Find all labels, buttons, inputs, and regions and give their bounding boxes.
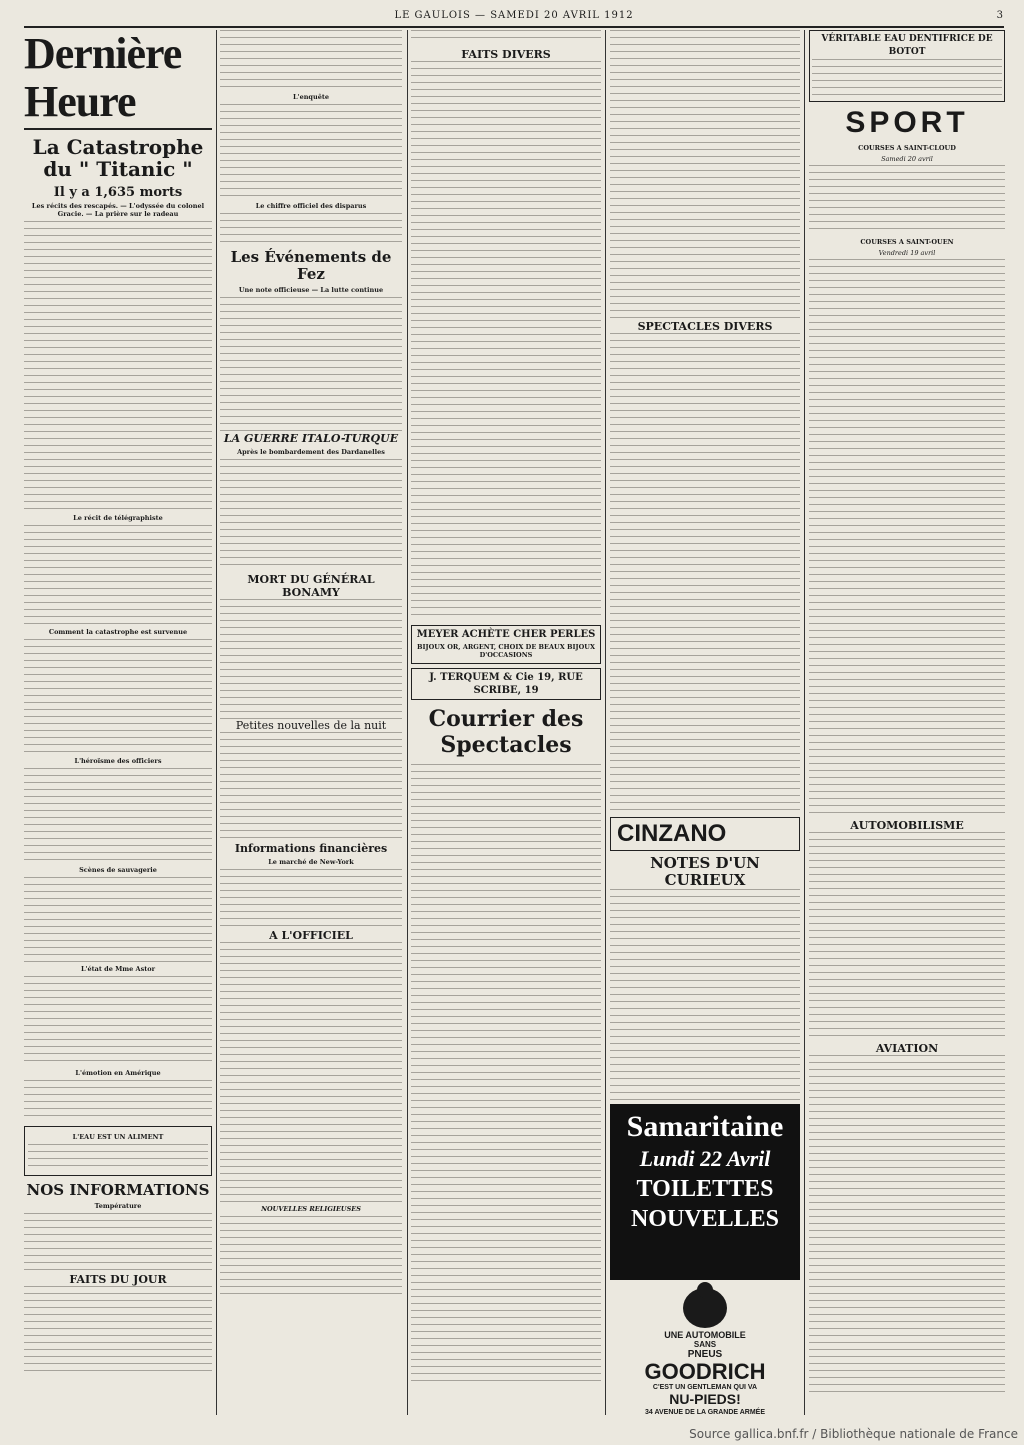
meyer-ad-subtitle: BIJOUX OR, ARGENT, CHOIX DE BEAUX BIJOUX D'OCCASIONS (416, 643, 595, 659)
column-divider (804, 30, 805, 1415)
masthead-date: SAMEDI 20 AVRIL 1912 (490, 10, 634, 21)
samaritaine-ad (610, 1104, 800, 1280)
article-text (220, 869, 402, 929)
bonamy-headline: MORT DU GÉNÉRAL BONAMY (247, 573, 375, 599)
religieuses-heading: NOUVELLES RELIGIEUSES (261, 1205, 361, 1213)
goodrich-address: 34 AVENUE DE LA GRANDE ARMÉE (644, 1409, 766, 1416)
column-divider (605, 30, 606, 1415)
article-text (24, 1213, 212, 1273)
article-text (24, 877, 212, 962)
column-divider (216, 30, 217, 1415)
column-3 (411, 30, 601, 1420)
meyer-ad-title: MEYER ACHÈTE CHER PERLES (416, 629, 596, 640)
goodrich-brand: GOODRICH (644, 1359, 766, 1384)
article-text (220, 459, 402, 569)
article-text (24, 221, 212, 511)
terquem-ad (411, 668, 601, 700)
masthead: LE GAULOIS — SAMEDI 20 AVRIL 1912 3 (394, 10, 1004, 21)
article-text (24, 976, 212, 1066)
spectacles-divers-headline: SPECTACLES DIVERS (637, 320, 773, 333)
eau-box (24, 1126, 212, 1176)
italo-turque-headline: LA GUERRE ITALO-TURQUE (223, 432, 399, 445)
temperature-heading: Température (94, 1202, 142, 1210)
article-text (220, 599, 402, 719)
column-1 (24, 30, 212, 1420)
column-divider (407, 30, 408, 1415)
titanic-headline-1: La Catastrophe (32, 135, 204, 159)
ad-text (812, 59, 1002, 99)
enquete-heading: L'enquête (293, 93, 329, 101)
section-heading: L'état de Mme Astor (80, 965, 156, 973)
samaritaine-date: Lundi 22 Avril (639, 1146, 771, 1171)
article-text (610, 30, 800, 320)
goodrich-illustration (610, 1280, 800, 1330)
banner-title: Dernière Heure (24, 30, 182, 126)
column-5 (809, 30, 1005, 1420)
automobilisme-headline: AUTOMOBILISME (850, 819, 964, 832)
titanic-headline-2: du " Titanic " (43, 157, 193, 181)
new-york-subheading: Le marché de New-York (268, 858, 354, 866)
box-text (28, 1144, 208, 1172)
article-text (24, 1080, 212, 1120)
deaths-count: Il y a 1,635 morts (53, 185, 183, 200)
section-heading: L'héroïsme des officiers (74, 757, 162, 765)
walking-figure-icon (610, 1280, 800, 1330)
meyer-ad (411, 625, 601, 664)
section-heading: Scènes de sauvagerie (79, 866, 157, 874)
column-4 (610, 30, 800, 1420)
masthead-paper: LE GAULOIS (394, 10, 471, 21)
article-text (809, 259, 1005, 819)
courses-saint-ouen-date: Vendredi 19 avril (878, 249, 936, 257)
section-heading: Comment la catastrophe est survenue (48, 628, 188, 636)
goodrich-line5: NU-PIEDS! (669, 1391, 741, 1407)
courses-saint-cloud-heading: COURSES A SAINT-CLOUD (858, 144, 956, 152)
faits-du-jour-heading: FAITS DU JOUR (69, 1273, 167, 1286)
officiel-headline: A L'OFFICIEL (269, 929, 353, 942)
faits-divers-headline: FAITS DIVERS (461, 48, 551, 61)
section-heading: Le récit de télégraphiste (73, 514, 163, 522)
goodrich-line1: UNE AUTOMOBILE (664, 1330, 746, 1340)
courses-saint-ouen-heading: COURSES A SAINT-OUEN (860, 238, 954, 246)
italo-subheading: Après le bombardement des Dardanelles (237, 448, 385, 456)
samaritaine-line1: TOILETTES (636, 1176, 774, 1202)
goodrich-ad (610, 1330, 800, 1416)
article-text (809, 1055, 1005, 1395)
goodrich-line4: C'EST UN GENTLEMAN QUI VA (652, 1384, 758, 1391)
article-text (220, 942, 402, 1202)
source-footer: Source gallica.bnf.fr / Bibliothèque nationale de France (689, 1427, 1018, 1441)
article-text (411, 30, 601, 44)
botot-ad-title: VÉRITABLE EAU DENTIFRICE DE BOTOT (821, 34, 993, 57)
courrier-headline: Courrier des Spectacles (428, 706, 584, 758)
terquem-ad-title: J. TERQUEM & Cie 19, RUE SCRIBE, 19 (429, 672, 583, 696)
article-text (24, 768, 212, 863)
goodrich-line3: PNEUS (687, 1349, 723, 1360)
page-number: 3 (996, 10, 1004, 21)
article-text (411, 764, 601, 1384)
column-2 (220, 30, 402, 1420)
top-rule (24, 26, 1004, 28)
fez-headline: Les Événements de Fez (230, 248, 392, 283)
article-text (24, 639, 212, 754)
informations-heading: NOS INFORMATIONS (26, 1181, 210, 1199)
article-text (220, 213, 402, 243)
article-text (220, 297, 402, 432)
article-text (24, 1286, 212, 1376)
article-text (809, 165, 1005, 235)
article-text (220, 104, 402, 199)
sport-headline: SPORT (845, 106, 969, 139)
article-text (220, 1216, 402, 1296)
eau-heading: L'EAU EST UN ALIMENT (72, 1133, 164, 1141)
cinzano-brand: CINZANO (617, 820, 727, 847)
financieres-headline: Informations financières (234, 842, 388, 855)
courses-saint-cloud-date: Samedi 20 avril (881, 155, 933, 163)
aviation-headline: AVIATION (875, 1042, 939, 1055)
article-text (220, 732, 402, 842)
article-text (610, 889, 800, 1104)
notes-curieux-headline: NOTES D'UN CURIEUX (650, 854, 760, 889)
goodrich-line2: SANS (693, 1340, 717, 1349)
botot-ad (809, 30, 1005, 102)
section-heading: Les récits des rescapés. — L'odyssée du colonel Gracie. — La prière sur le radeau (31, 202, 205, 218)
petites-nouvelles-headline: Petites nouvelles de la nuit (235, 719, 387, 732)
samaritaine-brand: Samaritaine (626, 1110, 784, 1143)
article-text (610, 333, 800, 813)
section-heading: L'émotion en Amérique (75, 1069, 161, 1077)
samaritaine-line2: NOUVELLES (630, 1206, 780, 1232)
article-text (24, 525, 212, 625)
article-text (411, 61, 601, 621)
article-text (220, 30, 402, 90)
disparus-heading: Le chiffre officiel des disparus (255, 202, 367, 210)
article-text (809, 832, 1005, 1042)
fez-subheading: Une note officieuse — La lutte continue (238, 286, 384, 294)
cinzano-ad (610, 817, 800, 851)
